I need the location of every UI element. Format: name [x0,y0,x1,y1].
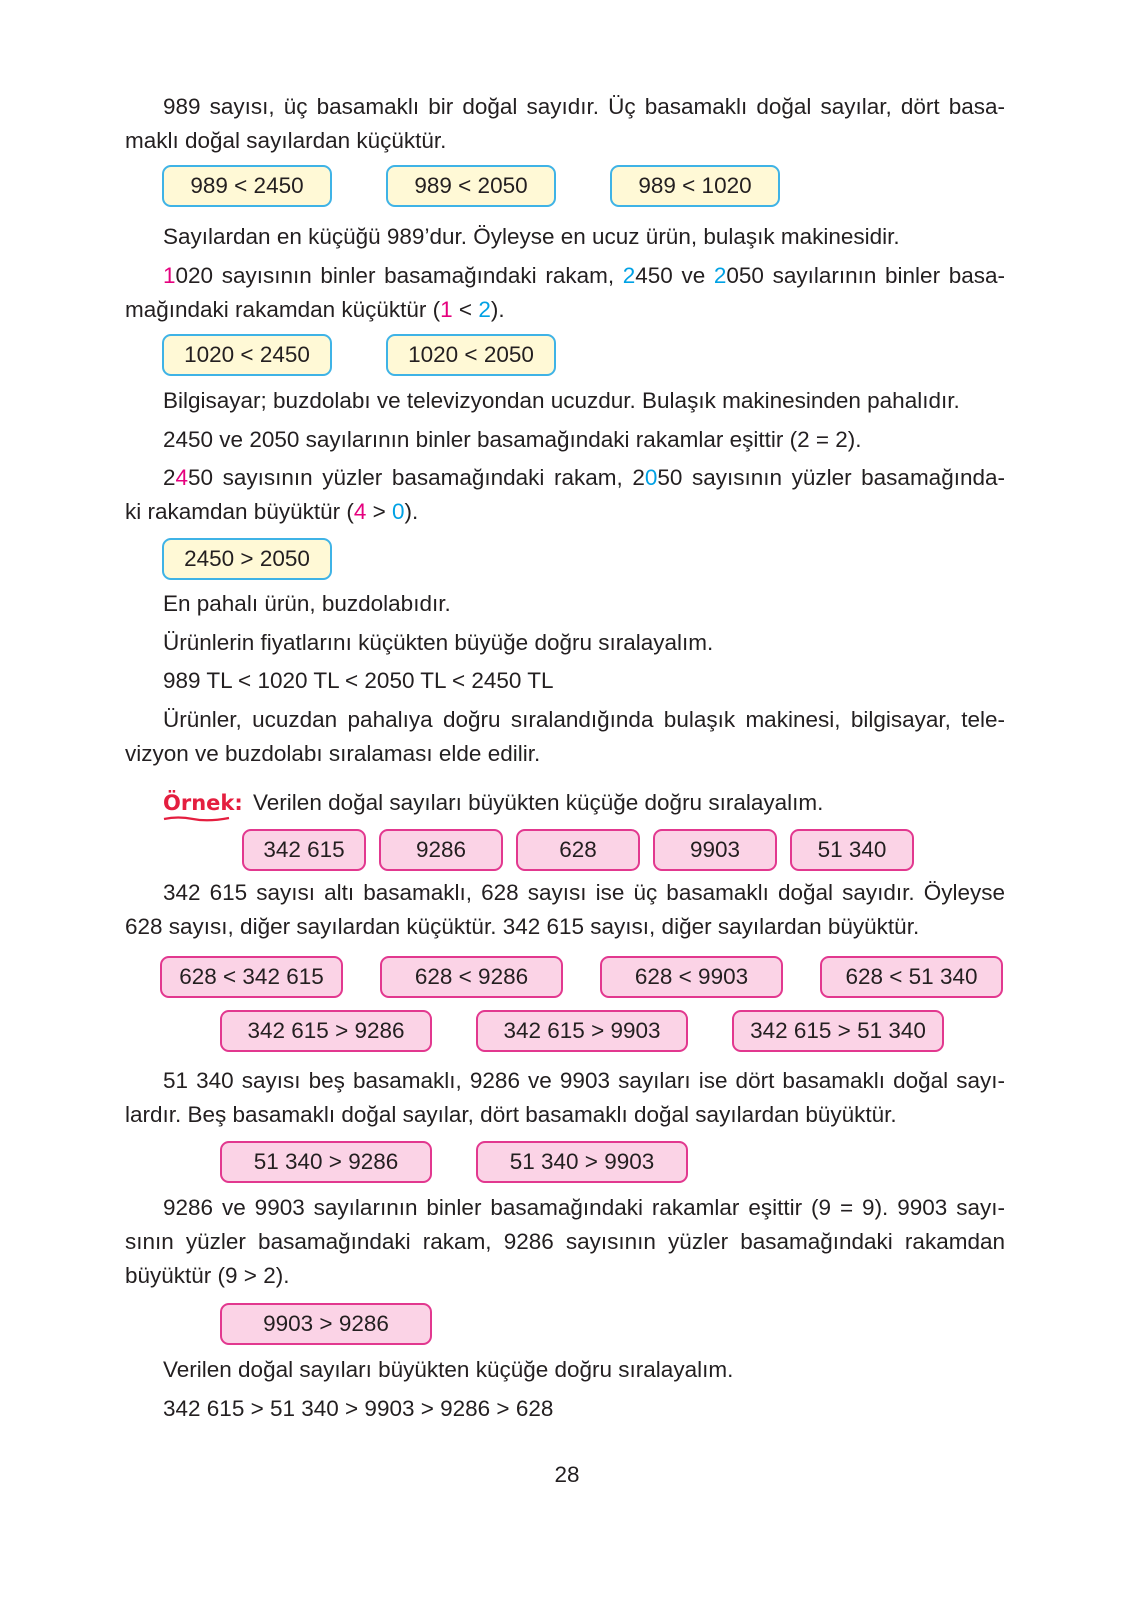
paragraph-15: 342 615 > 51 340 > 9903 > 9286 > 628 [163,1396,554,1421]
highlight-digit: 1 [440,297,453,322]
text-span: ). [404,499,419,524]
comparison-box: 628 < 9903 [600,956,783,998]
text-line: Ürünler, ucuzdan pahalıya doğru sıralandığında bulaşık makinesi, bilgisayar, tele- [163,707,1005,732]
text-line [125,293,1005,327]
comparison-box: 342 615 > 9903 [476,1010,688,1052]
paragraph-7: En pahalı ürün, buzdolabıdır. [163,591,451,616]
paragraph-10 [125,703,1005,771]
highlight-digit: 4 [353,499,367,524]
paragraph-12 [125,1064,1005,1132]
example-text: Verilen doğal sayıları büyükten küçüğe doğru sıralayalım. [253,790,824,815]
highlight-digit: 0 [644,465,658,490]
text-span: 50 sayısının yüzler basamağındaki rakam, 2 [188,465,645,490]
text-span: mağındaki rakamdan küçüktür ( [125,297,441,322]
text-line: 51 340 sayısı beş basamaklı, 9286 ve 9903 sayıları ise dört basamaklı doğal sayı- [163,1068,1005,1093]
text-line [125,259,1005,293]
paragraph-11 [125,876,1005,944]
page-number: 28 [554,1462,580,1487]
text-line: 628 sayısı, diğer sayılardan küçüktür. 342 615 sayısı, diğer sayılardan büyüktür. [125,914,920,939]
text-line: vizyon ve buzdolabı sıralaması elde edilir. [125,741,541,766]
text-line [125,495,1005,529]
number-box: 9903 [653,829,777,871]
comparison-box: 2450 > 2050 [162,538,332,580]
paragraph-3 [125,259,1005,327]
paragraph-4: Bilgisayar; buzdolabı ve televizyondan ucuzdur. Bulaşık makinesinden pahalıdır. [163,388,960,413]
text-span: < [452,297,479,322]
comparison-box: 1020 < 2450 [162,334,332,376]
number-box: 628 [516,829,640,871]
text-span: > [366,499,393,524]
text-span: 50 sayısının yüzler basamağında- [657,465,1005,490]
comparison-box: 9903 > 9286 [220,1303,432,1345]
paragraph-8: Ürünlerin fiyatlarını küçükten büyüğe doğru sıralayalım. [163,630,714,655]
text-line: sının yüzler basamağındaki rakam, 9286 sayısının yüzler basamağındaki rakamdan [125,1229,1005,1254]
text-line [125,461,1005,495]
text-line: 9286 ve 9903 sayılarının binler basamağındaki rakamlar eşittir (9 = 9). 9903 sayı- [163,1195,1005,1220]
comparison-box: 628 < 342 615 [160,956,343,998]
text-line: maklı doğal sayılardan küçüktür. [125,128,447,153]
comparison-box: 51 340 > 9286 [220,1141,432,1183]
text-line: lardır. Beş basamaklı doğal sayılar, dört basamaklı doğal sayılardan büyüktür. [125,1102,897,1127]
paragraph-13 [125,1191,1005,1293]
paragraph-9: 989 TL < 1020 TL < 2050 TL < 2450 TL [163,668,554,693]
highlight-digit: 0 [392,499,405,524]
paragraph-6 [125,461,1005,529]
text-span: 020 sayısının binler basamağındaki rakam, [175,263,623,288]
text-line: büyüktür (9 > 2). [125,1263,290,1288]
text-line: 342 615 sayısı altı basamaklı, 628 sayısı ise üç basamaklı doğal sayıdır. Öyleyse [163,880,1005,905]
text-line: 989 sayısı, üç basamaklı bir doğal sayıdır. Üç basamaklı doğal sayılar, dört basa- [163,94,1005,119]
comparison-box: 628 < 9286 [380,956,563,998]
example-label [163,791,243,815]
text-span: ). [490,297,505,322]
highlight-digit: 2 [713,263,727,288]
number-box: 51 340 [790,829,914,871]
comparison-box: 342 615 > 51 340 [732,1010,944,1052]
underline-icon [163,814,231,823]
example-heading [163,786,823,820]
paragraph-2: Sayılardan en küçüğü 989’dur. Öyleyse en ucuz ürün, bulaşık makinesidir. [163,224,900,249]
example-label-text: Örnek: [163,791,243,815]
comparison-box: 628 < 51 340 [820,956,1003,998]
text-span: 450 ve [635,263,714,288]
highlight-digit: 1 [163,263,176,288]
comparison-box: 989 < 2050 [386,165,556,207]
comparison-box: 51 340 > 9903 [476,1141,688,1183]
highlight-digit: 2 [478,297,491,322]
number-box: 342 615 [242,829,366,871]
paragraph-5: 2450 ve 2050 sayılarının binler basamağındaki rakamlar eşittir (2 = 2). [163,427,862,452]
text-span: 2 [163,465,176,490]
comparison-box: 989 < 1020 [610,165,780,207]
comparison-box: 989 < 2450 [162,165,332,207]
comparison-box: 342 615 > 9286 [220,1010,432,1052]
comparison-box: 1020 < 2050 [386,334,556,376]
text-span: ki rakamdan büyüktür ( [125,499,354,524]
paragraph-1 [125,90,1005,158]
highlight-digit: 4 [175,465,189,490]
highlight-digit: 2 [622,263,636,288]
number-box: 9286 [379,829,503,871]
paragraph-14: Verilen doğal sayıları büyükten küçüğe doğru sıralayalım. [163,1357,734,1382]
text-span: 050 sayılarının binler basa- [726,263,1005,288]
